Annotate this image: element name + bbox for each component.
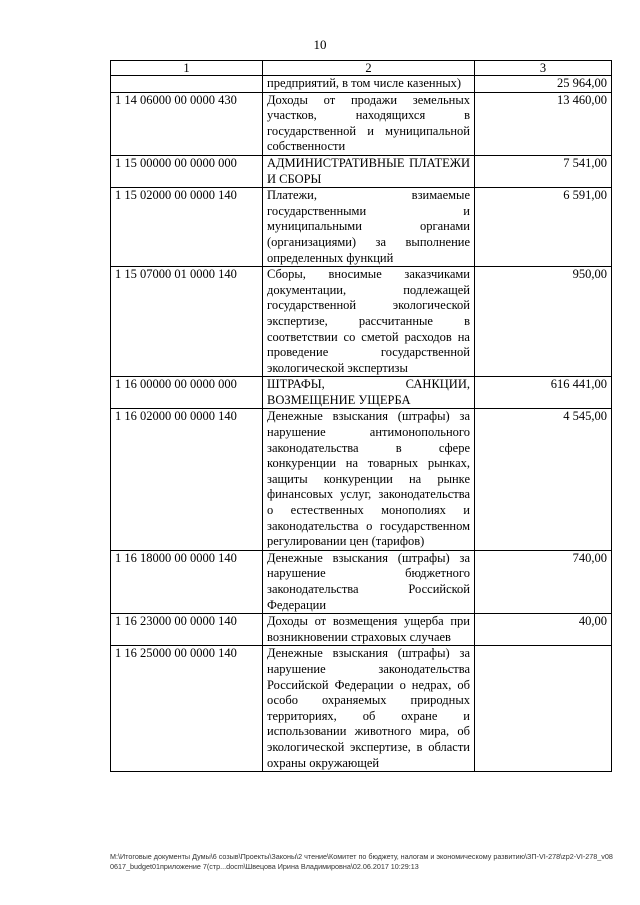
- row-code: 1 14 06000 00 0000 430: [111, 92, 263, 155]
- row-amount: 13 460,00: [475, 92, 612, 155]
- column-header-amount: 3: [475, 61, 612, 76]
- revenue-table: [110, 60, 612, 772]
- row-amount: 950,00: [475, 267, 612, 377]
- table-row: [111, 267, 612, 377]
- row-name: АДМИНИСТРАТИВНЫЕ ПЛАТЕЖИ И СБОРЫ: [263, 155, 475, 187]
- row-name: ШТРАФЫ, САНКЦИИ, ВОЗМЕЩЕНИЕ УЩЕРБА: [263, 377, 475, 409]
- row-amount: [475, 646, 612, 772]
- row-amount: 40,00: [475, 614, 612, 646]
- table-row: [111, 155, 612, 187]
- page-number: 10: [313, 37, 327, 52]
- column-header-name: 2: [263, 61, 475, 76]
- table-row: [111, 188, 612, 267]
- row-name: предприятий, в том числе казенных): [263, 76, 475, 93]
- row-name: Платежи, взимаемые государственными и муниципальными органами (организациями) за выполнение определенных функций: [263, 188, 475, 267]
- row-code: 1 16 25000 00 0000 140: [111, 646, 263, 772]
- table-row: [111, 76, 612, 93]
- row-amount: 616 441,00: [475, 377, 612, 409]
- table-row: [111, 646, 612, 772]
- row-name: Доходы от продажи земельных участков, находящихся в государственной и муниципальной собственности: [263, 92, 475, 155]
- table-row: [111, 550, 612, 613]
- row-amount: 740,00: [475, 550, 612, 613]
- table-row: [111, 377, 612, 409]
- row-code: 1 16 00000 00 0000 000: [111, 377, 263, 409]
- row-amount: 6 591,00: [475, 188, 612, 267]
- row-amount: 25 964,00: [475, 76, 612, 93]
- row-name: Доходы от возмещения ущерба при возникновении страховых случаев: [263, 614, 475, 646]
- table-row: [111, 614, 612, 646]
- table-row: [111, 409, 612, 550]
- row-amount: 7 541,00: [475, 155, 612, 187]
- row-name: Денежные взыскания (штрафы) за нарушение законодательства Российской Федерации о недрах, об особо охраняемых природных территориях, об охране и использовании животного мира, об экологической экспертизе, в области охраны окружающей: [263, 646, 475, 772]
- table-row: [111, 92, 612, 155]
- row-code: 1 15 07000 01 0000 140: [111, 267, 263, 377]
- table-header-row: [111, 61, 612, 76]
- row-name: Сборы, вносимые заказчиками документации, подлежащей государственной экологической экспертизе, рассчитанные в соответствии со сметой расходов на проведение государственной экологической экспертизы: [263, 267, 475, 377]
- row-code: 1 16 02000 00 0000 140: [111, 409, 263, 550]
- row-amount: 4 545,00: [475, 409, 612, 550]
- row-code: [111, 76, 263, 93]
- column-header-code: 1: [111, 61, 263, 76]
- row-name: Денежные взыскания (штрафы) за нарушение антимонопольного законодательства в сфере конкуренции на товарных рынках, защиты конкуренции на рынке финансовых услуг, законодательства о естественных монополиях и законодательства о государственном регулировании цен (тарифов): [263, 409, 475, 550]
- row-code: 1 15 00000 00 0000 000: [111, 155, 263, 187]
- row-code: 1 16 18000 00 0000 140: [111, 550, 263, 613]
- document-path-footer: М:\Итоговые документы Думы\6 созыв\Проекты\Законы\2 чтение\Комитет по бюджету, налогам и экономическому развитию\ЗП-VI-278\zp2-VI-278_v080617_budget01приложение 7(стр...docm\Швецова Ирина Владимировна\02.06.2017 10:29:13: [110, 852, 613, 871]
- row-code: 1 15 02000 00 0000 140: [111, 188, 263, 267]
- row-code: 1 16 23000 00 0000 140: [111, 614, 263, 646]
- row-name: Денежные взыскания (штрафы) за нарушение бюджетного законодательства Российской Федерации: [263, 550, 475, 613]
